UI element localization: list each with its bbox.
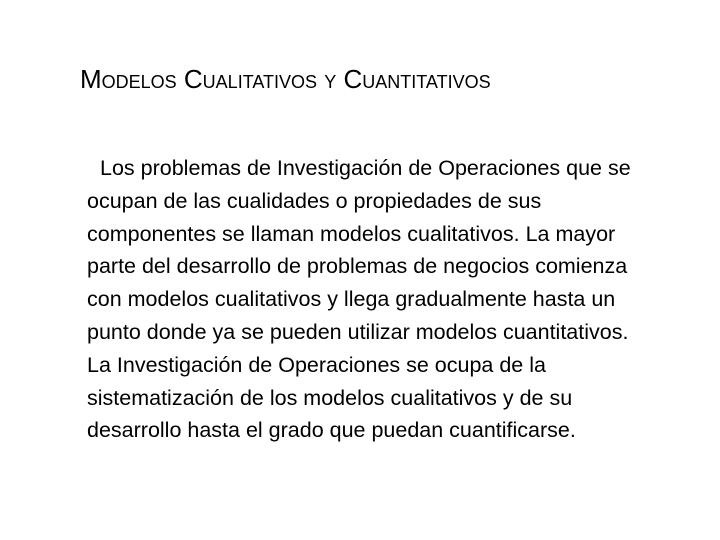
slide-title: Modelos Cualitativos y Cuantitativos [80, 64, 491, 94]
slide-body-text: Los problemas de Investigación de Operaciones que se ocupan de las cualidades o propiedades de sus componentes se llaman modelos cualitativos. La mayor parte del desarrollo de problemas de negocios comienza con modelos cualitativos y llega gradualmente hasta un punto donde ya se pueden utilizar modelos cuantitativos. La Investigación de Operaciones se ocupa de la sistematización de los modelos cualitativos y de su desarrollo hasta el grado que puedan cuantificarse. [87, 156, 631, 443]
